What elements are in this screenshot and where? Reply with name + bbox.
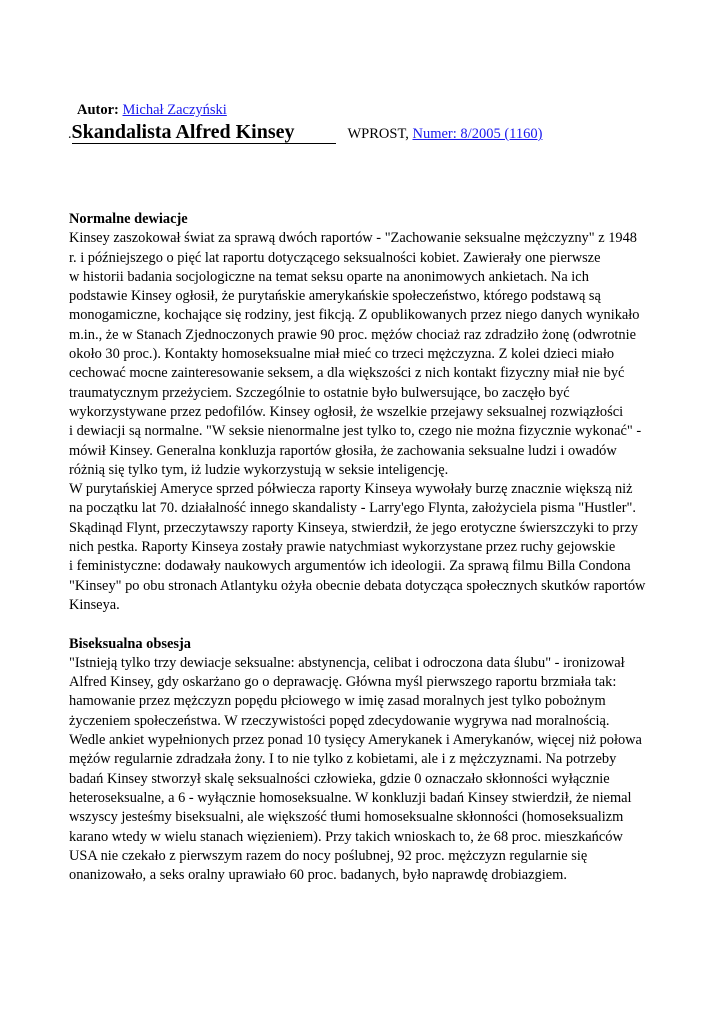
paragraph-line: podstawie Kinsey ogłosił, że purytańskie amerykańskie społeczeństwo, którego podstawą są [69, 288, 601, 305]
paragraph-line: heteroseksualne, a 6 - wyłącznie homoseksualne. W konkluzji badań Kinsey stwierdził, że niemal [69, 789, 632, 806]
paragraph-line: Kinseya. [69, 596, 120, 613]
paragraph-line: "Istnieją tylko trzy dewiacje seksualne: abstynencja, celibat i odroczona data ślubu" - ironizował [69, 654, 625, 671]
paragraph-line: życzeniem społeczeństwa. W rzeczywistości popęd zdecydowanie wygrywa nad moralnością. [69, 712, 610, 729]
paragraph-line: i dewiacji są normalne. "W seksie nienormalne jest tylko to, czego nie można fizycznie wykonać" - [69, 423, 642, 440]
author-label: Autor: [77, 102, 119, 118]
publication-name: WPROST, [347, 126, 409, 142]
title-prefix: . [68, 127, 72, 142]
publication-source [348, 126, 543, 142]
author-line [77, 101, 227, 119]
article-section [69, 635, 669, 886]
paragraph-line: Kinsey zaszokował świat za sprawą dwóch raportów - "Zachowanie seksualne mężczyzny" z 1948 [69, 230, 637, 247]
paragraph-line: nich pestka. Raporty Kinseya zostały prawie natychmiast wykorzystane przez ruchy gejowskie [69, 539, 616, 556]
paragraph-line: różnią się tylko tym, iż ludzie wykorzystują w seksie inteligencję. [69, 461, 449, 478]
article-body [69, 210, 669, 885]
title-line [68, 121, 542, 147]
article-section [69, 210, 669, 615]
paragraph-line: onanizowało, a seks oralny uprawiało 60 proc. badanych, było naprawdę drobiazgiem. [69, 867, 567, 884]
paragraph-line: badań Kinsey stworzył skalę seksualności człowieka, gdzie 0 oznaczało skłonności wyłącznie [69, 770, 610, 787]
paragraph-line: Skądinąd Flynt, przeczytawszy raporty Kinseya, stwierdził, że jego erotyczne świerszczyki to przy [69, 519, 639, 536]
paragraph-line: około 30 proc.). Kontakty homoseksualne miał mieć co trzeci mężczyzna. Z kolei dzieci miało [69, 346, 615, 363]
paragraph-line: na początku lat 70. działalność innego skandalisty - Larry'ego Flynta, założyciela pisma "Hustler". [69, 500, 637, 517]
paragraph-line: w historii badania socjologiczne na temat seksu oparte na anonimowych ankietach. Na ich [69, 268, 589, 285]
paragraph-line: Alfred Kinsey, gdy oskarżano go o deprawację. Główna myśl pierwszego raportu brzmiała tak: [69, 674, 617, 691]
paragraph-line: m.in., że w Stanach Zjednoczonych prawie 90 proc. mężów chociaż raz zdradziło żonę (odwrotnie [69, 326, 636, 343]
section-spacer [69, 615, 669, 634]
paragraph-line: wykorzystywane przez pedofilów. Kinsey ogłosił, że wszelkie przejawy seksualnej rozwiązłości [69, 403, 624, 420]
paragraph-line: hamowanie przez mężczyzn popędu płciowego w imię zasad moralnych jest tylko pobożnym [69, 693, 606, 710]
article-title: Skandalista Alfred Kinsey [72, 121, 336, 144]
section-heading: Normalne dewiacje [69, 211, 188, 227]
paragraph-line: cechować mocne zainteresowanie seksem, a dla większości z nich kontakt fizyczny miał nie być [69, 365, 625, 382]
paragraph-line: i feministyczne: dodawały naukowych argumentów ich ideologii. Za sprawą filmu Billa Condona [69, 558, 631, 575]
paragraph-line: monogamiczne, kochające się rodziny, jest fikcją. Z opublikowanych przez niego danych wynikało [69, 307, 640, 324]
paragraph-line: W purytańskiej Ameryce sprzed półwiecza raporty Kinseya wywołały burzę znacznie większą niż [69, 481, 633, 498]
paragraph-line: Wedle ankiet wypełnionych przez ponad 10 tysięcy Amerykanek i Amerykanów, więcej niż połowa [69, 732, 642, 749]
author-link[interactable]: Michał Zaczyński [122, 102, 227, 118]
paragraph-line: traumatycznym przeżyciem. Szczególnie to ostatnie było bulwersujące, bo zaczęło być [69, 384, 570, 401]
paragraph-line: karano wtedy w wielu stanach więzieniem). Przy takich wnioskach to, że 68 proc. mieszkańców [69, 828, 623, 845]
paragraph-line: mężów regularnie zdradzała żony. I to nie tylko z kobietami, ale i z mężczyznami. Na potrzeby [69, 751, 617, 768]
paragraph-line: USA nie czekało z pierwszym razem do nocy poślubnej, 92 proc. mężczyzn regularnie się [69, 847, 588, 864]
section-heading: Biseksualna obsesja [69, 635, 191, 652]
paragraph-line: "Kinsey" po obu stronach Atlantyku ożyła obecnie debata dotycząca społecznych skutków raportów [69, 577, 646, 594]
issue-link[interactable]: Numer: 8/2005 (1160) [412, 126, 543, 142]
paragraph-line: mówił Kinsey. Generalna konkluzja raportów głosiła, że zachowania seksualne ludzi i owadów [69, 442, 617, 459]
paragraph-line: wszyscy jesteśmy biseksualni, ale większość tłumi homoseksualne skłonności (homoseksualizm [69, 809, 624, 826]
paragraph-line: r. i późniejszego o pięć lat raportu dotyczącego seksualności kobiet. Zawierały one pierwsze [69, 249, 601, 266]
